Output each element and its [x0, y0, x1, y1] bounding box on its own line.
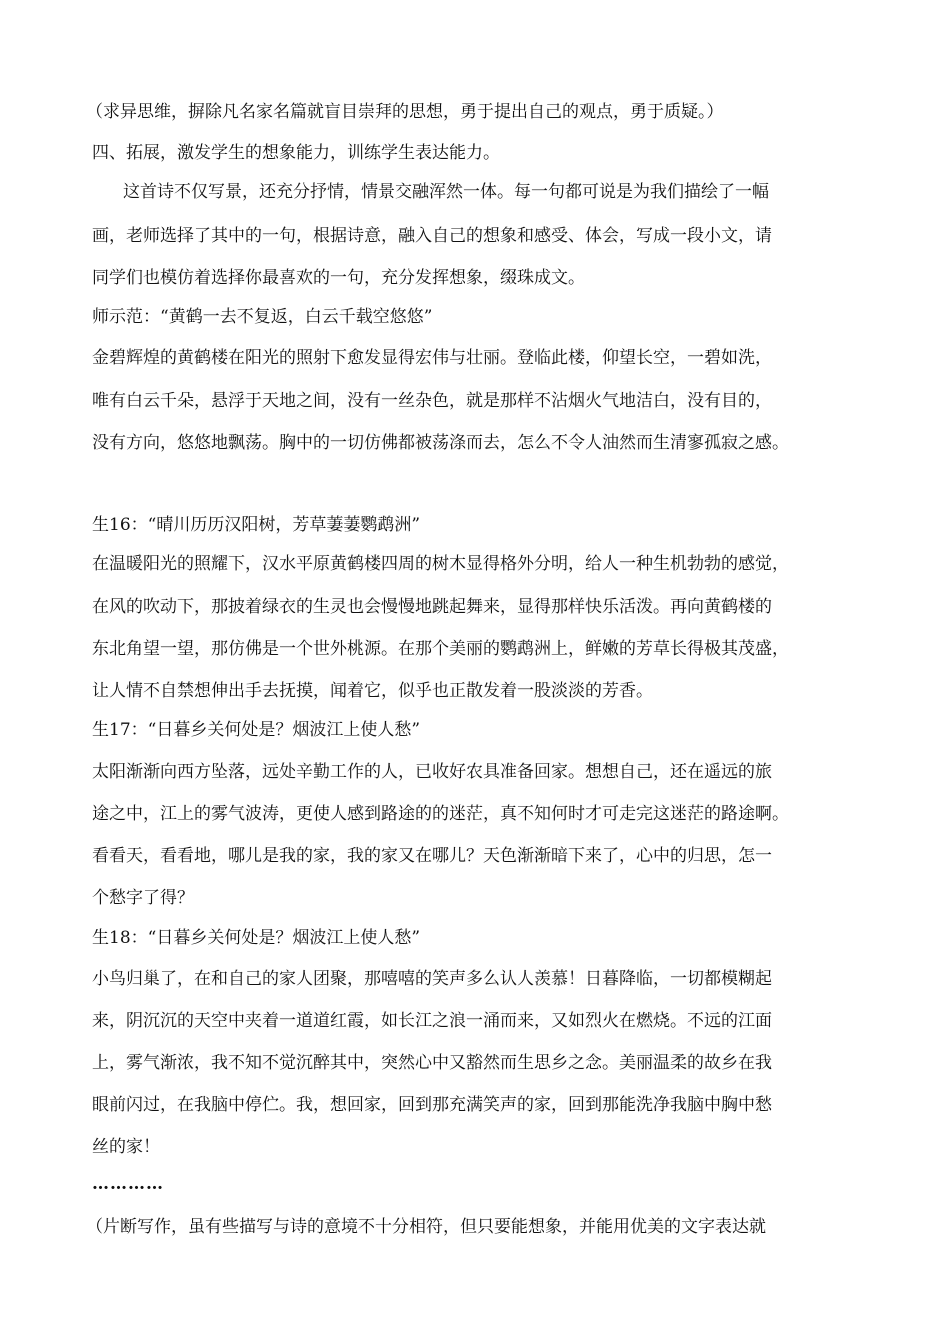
section-heading: 四、拓展，激发学生的想象能力，训练学生表达能力。 [92, 143, 500, 163]
text-line: 这首诗不仅写景，还充分抒情，情景交融浑然一体。每一句都可说是为我们描绘了一幅 [123, 182, 769, 202]
example-heading: 师示范：“黄鹤一去不复返，白云千载空悠悠” [92, 307, 433, 327]
text-line: 东北角望一望，那仿佛是一个世外桃源。在那个美丽的鹦鹉洲上，鲜嫩的芳草长得极其茂盛， [92, 639, 789, 659]
text-line: （求异思维，摒除凡名家名篇就盲目崇拜的思想，勇于提出自己的观点，勇于质疑。） [86, 102, 724, 122]
text-line: 金碧辉煌的黄鹤楼在阳光的照射下愈发显得宏伟与壮丽。登临此楼，仰望长空，一碧如洗， [92, 348, 772, 368]
text-line: （片断写作，虽有些描写与诗的意境不十分相符，但只要能想象，并能用优美的文字表达就 [86, 1217, 766, 1237]
text-line: 来，阴沉沉的天空中夹着一道道红霞，如长江之浪一涌而来，又如烈火在燃烧。不远的江面 [92, 1011, 772, 1031]
text-line: 上，雾气渐浓，我不知不觉沉醉其中，突然心中又豁然而生思乡之念。美丽温柔的故乡在我 [92, 1053, 772, 1073]
text-line: 眼前闪过，在我脑中停伫。我，想回家，回到那充满笑声的家，回到那能洗净我脑中胸中愁 [92, 1095, 772, 1115]
example-heading: 生18：“日暮乡关何处是？烟波江上使人愁” [92, 928, 421, 948]
text-line: 同学们也模仿着选择你最喜欢的一句，充分发挥想象，缀珠成文。 [92, 268, 585, 288]
text-line: 丝的家！ [92, 1137, 160, 1157]
text-line: 小鸟归巢了，在和自己的家人团聚，那嘻嘻的笑声多么认人羡慕！日暮降临，一切都模糊起 [92, 969, 772, 989]
example-heading: 生17：“日暮乡关何处是？烟波江上使人愁” [92, 720, 421, 740]
text-line: 个愁字了得？ [92, 888, 194, 908]
text-line: 看看天，看看地，哪儿是我的家，我的家又在哪儿？天色渐渐暗下来了，心中的归思，怎一 [92, 846, 772, 866]
text-line: 在风的吹动下，那披着绿衣的生灵也会慢慢地跳起舞来，显得那样快乐活泼。再向黄鹤楼的 [92, 597, 772, 617]
text-line: 途之中，江上的雾气波涛，更使人感到路途的的迷茫，真不知何时才可走完这迷茫的路途啊。 [92, 804, 789, 824]
example-heading: 生16：“晴川历历汉阳树，芳草萋萋鹦鹉洲” [92, 515, 421, 535]
text-line: 没有方向，悠悠地飘荡。胸中的一切仿佛都被荡涤而去，怎么不令人油然而生清寥孤寂之感。 [92, 433, 789, 453]
text-line: 太阳渐渐向西方坠落，远处辛勤工作的人，已收好农具准备回家。想想自己，还在遥远的旅 [92, 762, 772, 782]
text-line: 画，老师选择了其中的一句，根据诗意，融入自己的想象和感受、体会，写成一段小文，请 [92, 226, 772, 246]
text-line: 唯有白云千朵，悬浮于天地之间，没有一丝杂色，就是那样不沾烟火气地洁白，没有目的， [92, 391, 772, 411]
text-line: 在温暖阳光的照耀下，汉水平原黄鹤楼四周的树木显得格外分明，给人一种生机勃勃的感觉， [92, 554, 789, 574]
text-line: 让人情不自禁想伸出手去抚摸，闻着它，似乎也正散发着一股淡淡的芳香。 [92, 681, 653, 701]
ellipsis: ………… [92, 1174, 164, 1194]
